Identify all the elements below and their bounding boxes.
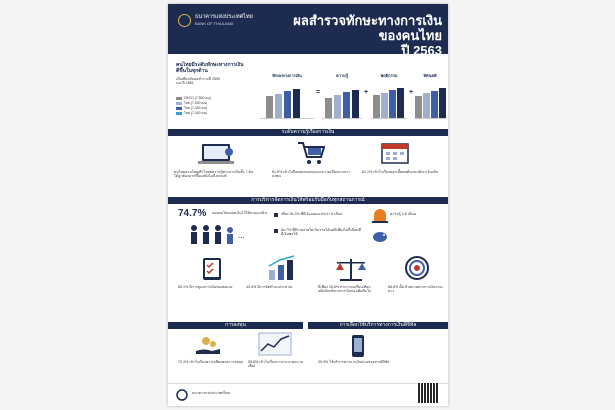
- overview-sub-line1: เมื่อเทียบกับผลสำรวจปี 2559: [176, 77, 221, 81]
- people-group-icon: [186, 220, 256, 248]
- qr-code-icon: [418, 383, 438, 403]
- alarm-light-icon: [371, 207, 389, 223]
- section-band-label: การเลือกใช้บริการทางการเงินดิจิทัล: [339, 322, 417, 328]
- bar: [397, 88, 404, 118]
- shopping-cart-icon: [296, 140, 326, 166]
- management-item-6: มีเพียง 35.8% สามารถเปรียบเทียบผลิตภัณฑ์ทางการเงินก่อนตัดสินใจ: [318, 285, 372, 294]
- overview-subheading: [176, 77, 220, 86]
- tablet-checklist-icon: [200, 256, 226, 282]
- legend-label: ไทย (7,000 คน): [184, 101, 208, 105]
- bank-logo-icon: [178, 14, 191, 27]
- footer: [168, 383, 448, 406]
- chart-knowledge: [322, 72, 362, 118]
- plus-icon: +: [409, 89, 414, 96]
- bar: [415, 96, 422, 118]
- bar: [343, 92, 350, 118]
- line-chart-icon: [258, 332, 292, 356]
- svg-text:...: ...: [238, 231, 245, 240]
- piggy-bank-icon: [371, 229, 389, 243]
- digital-item-1: 39.5% ใช้บริการทางการเงินผ่านช่องทางดิจิทัล: [318, 360, 390, 364]
- management-item-3: ความรู้ 2-8 เดือน: [390, 212, 417, 216]
- emergency-savings-text: ของคนไทยออมเงินไว้ใช้ยามฉุกเฉิน: [212, 211, 267, 215]
- bar: [293, 89, 300, 118]
- section-band-investment: [168, 322, 303, 329]
- knowledge-item-2: 61.9% เข้าใจถึงผลตอบแทนและความเสี่ยงจากการลงทุน: [272, 170, 350, 179]
- bar: [334, 95, 341, 118]
- chart-attitude: [414, 72, 446, 118]
- bar: [373, 95, 380, 118]
- bar: [389, 90, 396, 118]
- calendar-icon: [380, 141, 412, 165]
- overview-heading-line2: ดีขึ้นในทุกด้าน: [176, 68, 208, 74]
- hand-coins-icon: [194, 334, 222, 356]
- investment-item-1: 70.3% เข้าใจเรื่องความเสี่ยงของการลงทุน: [178, 360, 244, 364]
- management-item-1: เพียง 36.3% ที่มีเงินออมมากกว่า 6 เดือน: [281, 212, 343, 216]
- legend-label: ไทย (7,000 คน): [184, 106, 208, 110]
- legend-item: [176, 111, 216, 116]
- header-banner: [168, 4, 448, 58]
- bank-name-en: BANK OF THAILAND: [195, 21, 234, 26]
- bar: [352, 90, 359, 118]
- overview-legend: [176, 96, 216, 116]
- bar: [284, 91, 291, 118]
- plus-icon: +: [364, 89, 369, 96]
- legend-swatch: [176, 102, 182, 105]
- knowledge-item-3: 61.1% เข้าใจเรื่องดอกเบี้ยทบต้นและอัตราเงินเฟ้อ: [362, 170, 438, 174]
- legend-label: ไทย (7,000 คน): [184, 111, 208, 115]
- target-icon: [404, 255, 430, 281]
- overview-sub-line2: และปี 2561: [176, 81, 194, 86]
- infographic-page: [168, 4, 448, 406]
- section-band-digital: [308, 322, 448, 329]
- chart-label: พฤติกรรม: [380, 73, 398, 78]
- chart-label: ทักษะทางการเงิน: [272, 73, 302, 78]
- chart-plot: [260, 84, 314, 119]
- growth-bars-icon: [266, 254, 302, 282]
- bar: [275, 94, 282, 118]
- bar: [423, 93, 430, 118]
- section-band-label: การลงทุน: [225, 322, 246, 328]
- section-band-label: ระดับความรู้เรื่องการเงิน: [281, 129, 335, 135]
- legend-swatch: [176, 97, 182, 100]
- management-item-4: 85.1% มีการดูแลการเงินของตนเอง: [178, 285, 233, 289]
- section-band-label: การบริหารจัดการเงินให้พร้อมรับมือกับทุกสถานการณ์: [251, 197, 365, 203]
- page-title-line2: ปี 2563: [401, 43, 442, 58]
- chart-label: ความรู้: [336, 73, 348, 78]
- chart-plot: [414, 84, 446, 119]
- page-title-line1: ผลสำรวจทักษะทางการเงินของคนไทย: [293, 13, 442, 43]
- bar: [439, 88, 446, 118]
- investment-item-2: 58.8% เข้าใจเรื่องการกระจายความเสี่ยง: [248, 360, 304, 369]
- bullet-icon: [274, 229, 278, 233]
- bar: [431, 91, 438, 118]
- chart-behaviour: [371, 72, 407, 118]
- section-band-knowledge: [168, 129, 448, 136]
- balance-scale-icon: [334, 256, 368, 282]
- chart-plot: [371, 84, 407, 119]
- legend-swatch: [176, 112, 182, 115]
- overview-heading-line1: คนไทยมีระดับทักษะทางการเงิน: [176, 62, 244, 68]
- smartphone-icon: [346, 334, 370, 358]
- bullet-icon: [274, 213, 278, 217]
- emergency-savings-percent: 74.7%: [178, 208, 207, 219]
- section-band-management: [168, 197, 448, 204]
- chart-financial-literacy: [260, 72, 314, 118]
- bank-logo-small-icon: [176, 389, 188, 401]
- management-item-5: 43.5% มีการจัดทำงบประมาณ: [246, 285, 293, 289]
- management-item-2: 84.7% ที่มีรายจ่ายไม่เกินรายได้แต่มีเพียงไม่กี่เดือนที่มีเงินพอใช้: [281, 228, 361, 237]
- legend-label: OECD (7,500 คน): [184, 96, 212, 100]
- bank-name-th: ธนาคารแห่งประเทศไทย: [195, 14, 253, 20]
- bar: [266, 96, 273, 118]
- management-item-7: 88.8% ตั้งเป้าหมายทางการเงินระยะยาว: [388, 285, 444, 294]
- plus-icon: =: [316, 89, 321, 96]
- legend-swatch: [176, 107, 182, 110]
- laptop-icon: [198, 142, 236, 166]
- bar: [325, 98, 332, 118]
- knowledge-item-1: คนไทยส่วนใหญ่ทำโจทย์ความรู้ทางการเงินทั้ง 7 ข้อได้ถูกต้องมากขึ้นแต่ยังไม่ถึงเกณฑ์: [174, 170, 254, 179]
- chart-plot: [322, 84, 362, 119]
- footer-text: ธนาคารแห่งประเทศไทย: [192, 391, 230, 395]
- chart-label: ทัศนคติ: [423, 73, 437, 78]
- bar: [381, 93, 388, 118]
- page-title: [286, 13, 442, 58]
- overview-heading: [176, 62, 244, 74]
